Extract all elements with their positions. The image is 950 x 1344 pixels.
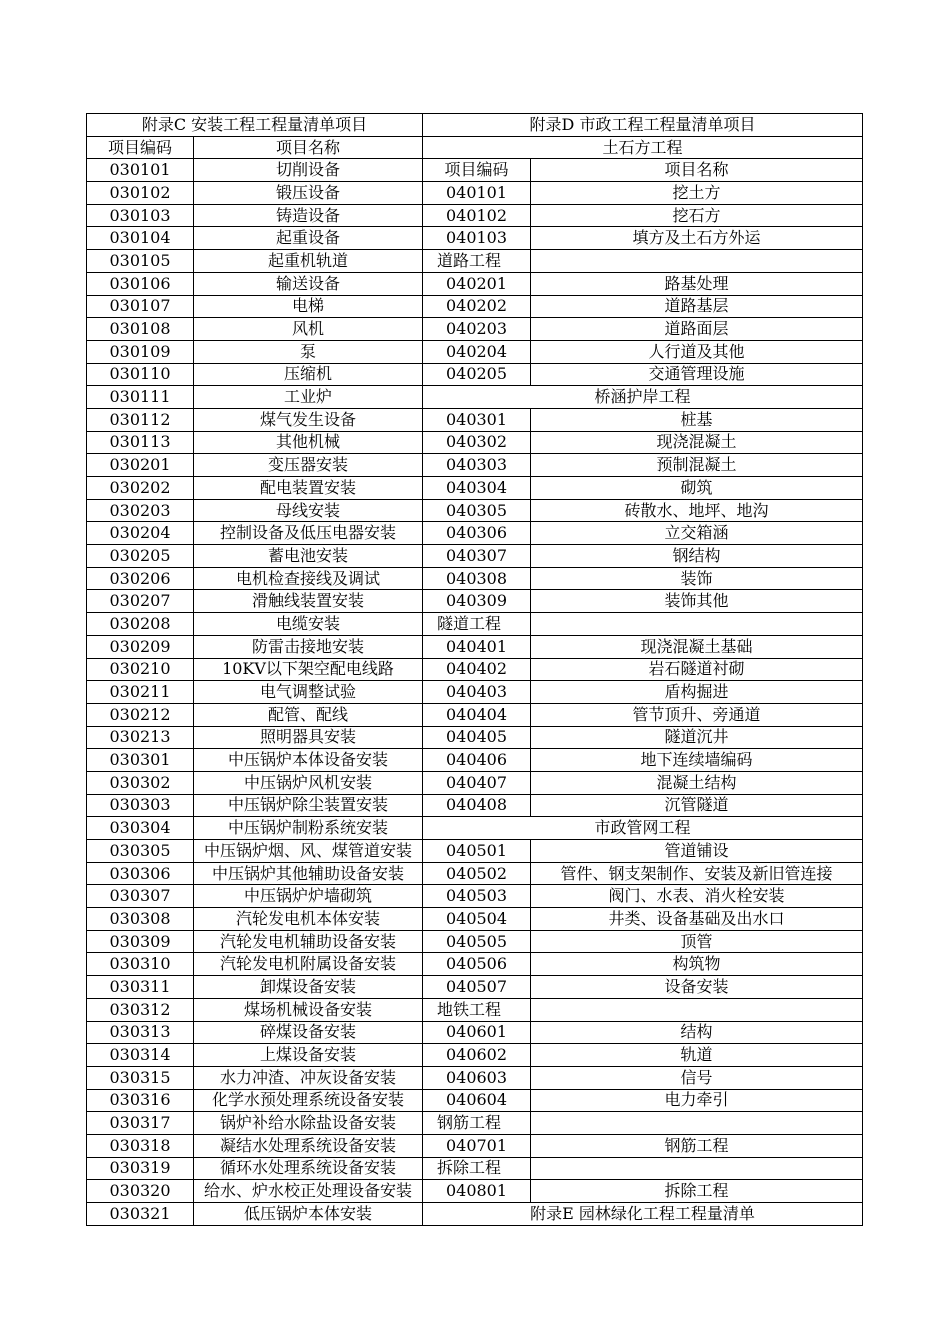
item-code-cell[interactable]: 030314 [87, 1044, 194, 1067]
item-code-cell[interactable]: 030208 [87, 613, 194, 636]
item-code-cell[interactable]: 030316 [87, 1089, 194, 1112]
municipal-name-cell[interactable]: 钢筋工程 [531, 1134, 863, 1157]
municipal-code-cell[interactable]: 040201 [423, 272, 531, 295]
table-row [87, 567, 863, 590]
table-row [87, 908, 863, 931]
municipal-name-cell[interactable]: 设备安装 [531, 976, 863, 999]
table-row [87, 1066, 863, 1089]
municipal-code-cell[interactable]: 040602 [423, 1044, 531, 1067]
item-name-cell[interactable]: 电气调整试验 [194, 681, 423, 704]
table-row [87, 635, 863, 658]
municipal-code-cell[interactable]: 040103 [423, 227, 531, 250]
municipal-name-cell[interactable]: 轨道 [531, 1044, 863, 1067]
municipal-code-cell[interactable]: 040801 [423, 1180, 531, 1203]
municipal-code-cell[interactable]: 040301 [423, 408, 531, 431]
municipal-name-cell[interactable]: 预制混凝土 [531, 454, 863, 477]
table-row [87, 1044, 863, 1067]
item-name-cell[interactable]: 锻压设备 [194, 182, 423, 205]
municipal-name-cell[interactable]: 隧道沉井 [531, 726, 863, 749]
table-row [87, 227, 863, 250]
municipal-code-cell[interactable]: 040306 [423, 522, 531, 545]
appendix-c-title[interactable]: 附录C 安装工程工程量清单项目 [87, 114, 423, 137]
municipal-code-cell[interactable]: 040309 [423, 590, 531, 613]
item-name-cell[interactable]: 切削设备 [194, 159, 423, 182]
municipal-name-cell[interactable]: 桩基 [531, 408, 863, 431]
table-row [87, 159, 863, 182]
item-name-cell[interactable]: 卸煤设备安装 [194, 976, 423, 999]
item-code-cell[interactable]: 030203 [87, 499, 194, 522]
item-code-cell[interactable]: 030307 [87, 885, 194, 908]
municipal-name-cell[interactable]: 信号 [531, 1066, 863, 1089]
table-row [87, 771, 863, 794]
table-row [87, 794, 863, 817]
item-code-cell[interactable]: 030207 [87, 590, 194, 613]
item-name-cell[interactable]: 工业炉 [194, 386, 423, 409]
municipal-code-cell[interactable]: 040401 [423, 635, 531, 658]
item-code-cell[interactable]: 030205 [87, 545, 194, 568]
table-row [87, 998, 863, 1021]
table-row [87, 681, 863, 704]
table-row [87, 590, 863, 613]
item-name-cell[interactable]: 蓄电池安装 [194, 545, 423, 568]
municipal-code-cell[interactable]: 040506 [423, 953, 531, 976]
table-row [87, 840, 863, 863]
item-code-cell[interactable]: 030103 [87, 204, 194, 227]
municipal-code-cell[interactable]: 项目编码 [423, 159, 531, 182]
municipal-name-cell[interactable]: 道路基层 [531, 295, 863, 318]
municipal-name-cell[interactable]: 现浇混凝土 [531, 431, 863, 454]
table-row [87, 545, 863, 568]
item-name-cell[interactable]: 中压锅炉烟、风、煤管道安装 [194, 840, 423, 863]
table-row [87, 613, 863, 636]
municipal-name-cell[interactable]: 管件、钢支架制作、安装及新旧管连接 [531, 862, 863, 885]
municipal-name-cell[interactable]: 地下连续墙编码 [531, 749, 863, 772]
item-name-cell[interactable]: 铸造设备 [194, 204, 423, 227]
item-name-cell[interactable]: 循环水处理系统设备安装 [194, 1157, 423, 1180]
table-row [87, 363, 863, 386]
item-name-cell[interactable]: 中压锅炉除尘装置安装 [194, 794, 423, 817]
municipal-name-cell[interactable]: 拆除工程 [531, 1180, 863, 1203]
item-code-cell[interactable]: 030305 [87, 840, 194, 863]
item-code-cell[interactable]: 030213 [87, 726, 194, 749]
item-name-cell[interactable]: 电梯 [194, 295, 423, 318]
item-code-cell[interactable]: 030101 [87, 159, 194, 182]
municipal-name-cell[interactable]: 结构 [531, 1021, 863, 1044]
section-label-cell[interactable]: 地铁工程 [423, 998, 531, 1021]
item-name-cell[interactable]: 变压器安装 [194, 454, 423, 477]
table-row [87, 1180, 863, 1203]
municipal-name-cell[interactable]: 道路面层 [531, 318, 863, 341]
item-name-cell[interactable]: 配电装置安装 [194, 477, 423, 500]
table-row [87, 182, 863, 205]
table-row [87, 976, 863, 999]
municipal-code-cell[interactable]: 040305 [423, 499, 531, 522]
municipal-name-cell[interactable]: 盾构掘进 [531, 681, 863, 704]
municipal-name-cell[interactable]: 砌筑 [531, 477, 863, 500]
municipal-name-cell[interactable]: 电力牵引 [531, 1089, 863, 1112]
municipal-code-cell[interactable]: 040303 [423, 454, 531, 477]
municipal-name-cell[interactable]: 砖散水、地坪、地沟 [531, 499, 863, 522]
table-row [87, 862, 863, 885]
item-code-cell[interactable]: 030109 [87, 340, 194, 363]
municipal-code-cell[interactable]: 040307 [423, 545, 531, 568]
table-row [87, 318, 863, 341]
table-row [87, 499, 863, 522]
municipal-code-cell[interactable]: 040501 [423, 840, 531, 863]
table-row [87, 250, 863, 273]
table-row [87, 408, 863, 431]
item-name-cell[interactable]: 上煤设备安装 [194, 1044, 423, 1067]
municipal-code-cell[interactable]: 040304 [423, 477, 531, 500]
municipal-name-cell[interactable]: 挖土方 [531, 182, 863, 205]
municipal-code-cell[interactable]: 040205 [423, 363, 531, 386]
item-code-cell[interactable]: 030106 [87, 272, 194, 295]
table-body [87, 114, 863, 1226]
item-name-cell[interactable]: 压缩机 [194, 363, 423, 386]
quantity-list-table [86, 113, 863, 1226]
section-label-cell[interactable]: 拆除工程 [423, 1157, 531, 1180]
municipal-name-cell[interactable]: 管道铺设 [531, 840, 863, 863]
item-name-cell[interactable]: 煤气发生设备 [194, 408, 423, 431]
item-code-cell[interactable]: 030105 [87, 250, 194, 273]
municipal-code-cell[interactable]: 040202 [423, 295, 531, 318]
item-name-cell[interactable]: 汽轮发电机附属设备安装 [194, 953, 423, 976]
table-row [87, 885, 863, 908]
municipal-name-cell[interactable]: 混凝土结构 [531, 771, 863, 794]
municipal-code-cell[interactable]: 040601 [423, 1021, 531, 1044]
municipal-code-cell[interactable]: 040102 [423, 204, 531, 227]
item-code-cell[interactable]: 030110 [87, 363, 194, 386]
table-row [87, 703, 863, 726]
municipal-name-cell[interactable]: 人行道及其他 [531, 340, 863, 363]
item-name-cell[interactable]: 照明器具安装 [194, 726, 423, 749]
municipal-code-cell[interactable]: 040504 [423, 908, 531, 931]
municipal-name-cell[interactable] [531, 613, 863, 636]
municipal-code-cell[interactable]: 040203 [423, 318, 531, 341]
table-row [87, 431, 863, 454]
title-row [87, 114, 863, 137]
table-row [87, 477, 863, 500]
item-name-cell[interactable]: 输送设备 [194, 272, 423, 295]
municipal-name-cell[interactable]: 岩石隧道衬砌 [531, 658, 863, 681]
municipal-code-cell[interactable]: 040408 [423, 794, 531, 817]
item-code-cell[interactable]: 030308 [87, 908, 194, 931]
table-row [87, 340, 863, 363]
municipal-name-cell[interactable]: 路基处理 [531, 272, 863, 295]
section-heading-cell[interactable]: 附录E 园林绿化工程工程量清单 [423, 1203, 863, 1226]
item-code-cell[interactable]: 030310 [87, 953, 194, 976]
item-code-cell[interactable]: 030107 [87, 295, 194, 318]
item-code-cell[interactable]: 030321 [87, 1203, 194, 1226]
municipal-name-cell[interactable]: 交通管理设施 [531, 363, 863, 386]
item-name-cell[interactable]: 煤场机械设备安装 [194, 998, 423, 1021]
col-header-code[interactable]: 项目编码 [87, 136, 194, 159]
item-name-cell[interactable]: 电机检查接线及调试 [194, 567, 423, 590]
municipal-name-cell[interactable] [531, 998, 863, 1021]
section-earthwork[interactable]: 土石方工程 [423, 136, 863, 159]
table-row [87, 1021, 863, 1044]
section-label-cell[interactable]: 隧道工程 [423, 613, 531, 636]
item-code-cell[interactable]: 030210 [87, 658, 194, 681]
municipal-name-cell[interactable]: 顶管 [531, 930, 863, 953]
municipal-code-cell[interactable]: 040404 [423, 703, 531, 726]
item-code-cell[interactable]: 030312 [87, 998, 194, 1021]
table-row [87, 1112, 863, 1135]
item-name-cell[interactable]: 化学水预处理系统设备安装 [194, 1089, 423, 1112]
item-name-cell[interactable]: 防雷击接地安装 [194, 635, 423, 658]
municipal-code-cell[interactable]: 040603 [423, 1066, 531, 1089]
item-name-cell[interactable]: 起重机轨道 [194, 250, 423, 273]
table-row [87, 726, 863, 749]
item-code-cell[interactable]: 030204 [87, 522, 194, 545]
item-code-cell[interactable]: 030102 [87, 182, 194, 205]
item-name-cell[interactable]: 给水、炉水校正处理设备安装 [194, 1180, 423, 1203]
item-name-cell[interactable]: 中压锅炉制粉系统安装 [194, 817, 423, 840]
municipal-code-cell[interactable]: 040407 [423, 771, 531, 794]
municipal-name-cell[interactable]: 项目名称 [531, 159, 863, 182]
table-row [87, 817, 863, 840]
item-code-cell[interactable]: 030318 [87, 1134, 194, 1157]
item-name-cell[interactable]: 配管、配线 [194, 703, 423, 726]
item-name-cell[interactable]: 汽轮发电机辅助设备安装 [194, 930, 423, 953]
item-code-cell[interactable]: 030311 [87, 976, 194, 999]
item-code-cell[interactable]: 030202 [87, 477, 194, 500]
item-name-cell[interactable]: 电缆安装 [194, 613, 423, 636]
table-row [87, 204, 863, 227]
municipal-code-cell[interactable]: 040403 [423, 681, 531, 704]
municipal-name-cell[interactable]: 装饰 [531, 567, 863, 590]
municipal-code-cell[interactable]: 040604 [423, 1089, 531, 1112]
municipal-code-cell[interactable]: 040502 [423, 862, 531, 885]
item-code-cell[interactable]: 030212 [87, 703, 194, 726]
table-row [87, 953, 863, 976]
municipal-name-cell[interactable]: 管节顶升、旁通道 [531, 703, 863, 726]
item-code-cell[interactable]: 030309 [87, 930, 194, 953]
municipal-code-cell[interactable]: 040302 [423, 431, 531, 454]
item-code-cell[interactable]: 030303 [87, 794, 194, 817]
item-name-cell[interactable]: 滑触线装置安装 [194, 590, 423, 613]
item-name-cell[interactable]: 母线安装 [194, 499, 423, 522]
appendix-d-title[interactable]: 附录D 市政工程工程量清单项目 [423, 114, 863, 137]
table-row [87, 454, 863, 477]
section-heading-cell[interactable]: 桥涵护岸工程 [423, 386, 863, 409]
municipal-name-cell[interactable] [531, 250, 863, 273]
table-row [87, 1203, 863, 1226]
item-code-cell[interactable]: 030112 [87, 408, 194, 431]
item-name-cell[interactable]: 中压锅炉其他辅助设备安装 [194, 862, 423, 885]
item-name-cell[interactable]: 中压锅炉本体设备安装 [194, 749, 423, 772]
item-code-cell[interactable]: 030113 [87, 431, 194, 454]
section-label-cell[interactable]: 道路工程 [423, 250, 531, 273]
item-code-cell[interactable]: 030211 [87, 681, 194, 704]
municipal-name-cell[interactable]: 挖石方 [531, 204, 863, 227]
table-row [87, 1157, 863, 1180]
municipal-name-cell[interactable]: 立交箱涵 [531, 522, 863, 545]
municipal-name-cell[interactable]: 钢结构 [531, 545, 863, 568]
table-row [87, 930, 863, 953]
item-code-cell[interactable]: 030301 [87, 749, 194, 772]
table-row [87, 749, 863, 772]
item-code-cell[interactable]: 030104 [87, 227, 194, 250]
municipal-code-cell[interactable]: 040101 [423, 182, 531, 205]
column-header-row [87, 136, 863, 159]
municipal-code-cell[interactable]: 040402 [423, 658, 531, 681]
table-row [87, 295, 863, 318]
item-name-cell[interactable]: 泵 [194, 340, 423, 363]
municipal-code-cell[interactable]: 040507 [423, 976, 531, 999]
col-header-name[interactable]: 项目名称 [194, 136, 423, 159]
item-code-cell[interactable]: 030209 [87, 635, 194, 658]
municipal-name-cell[interactable]: 井类、设备基础及出水口 [531, 908, 863, 931]
section-label-cell[interactable]: 钢筋工程 [423, 1112, 531, 1135]
item-code-cell[interactable]: 030206 [87, 567, 194, 590]
municipal-name-cell[interactable]: 装饰其他 [531, 590, 863, 613]
municipal-code-cell[interactable]: 040204 [423, 340, 531, 363]
item-name-cell[interactable]: 10KV以下架空配电线路 [194, 658, 423, 681]
table-row [87, 658, 863, 681]
item-code-cell[interactable]: 030108 [87, 318, 194, 341]
item-name-cell[interactable]: 凝结水处理系统设备安装 [194, 1134, 423, 1157]
item-name-cell[interactable]: 水力冲渣、冲灰设备安装 [194, 1066, 423, 1089]
table-row [87, 522, 863, 545]
municipal-code-cell[interactable]: 040701 [423, 1134, 531, 1157]
item-code-cell[interactable]: 030302 [87, 771, 194, 794]
municipal-code-cell[interactable]: 040308 [423, 567, 531, 590]
municipal-code-cell[interactable]: 040405 [423, 726, 531, 749]
municipal-code-cell[interactable]: 040406 [423, 749, 531, 772]
municipal-name-cell[interactable]: 构筑物 [531, 953, 863, 976]
item-code-cell[interactable]: 030201 [87, 454, 194, 477]
item-name-cell[interactable]: 中压锅炉风机安装 [194, 771, 423, 794]
item-code-cell[interactable]: 030315 [87, 1066, 194, 1089]
item-code-cell[interactable]: 030306 [87, 862, 194, 885]
item-name-cell[interactable]: 碎煤设备安装 [194, 1021, 423, 1044]
item-code-cell[interactable]: 030111 [87, 386, 194, 409]
table-row [87, 1089, 863, 1112]
municipal-name-cell[interactable]: 阀门、水表、消火栓安装 [531, 885, 863, 908]
municipal-name-cell[interactable] [531, 1112, 863, 1135]
table-row [87, 272, 863, 295]
item-name-cell[interactable]: 汽轮发电机本体安装 [194, 908, 423, 931]
item-name-cell[interactable]: 其他机械 [194, 431, 423, 454]
table-row [87, 1134, 863, 1157]
item-code-cell[interactable]: 030317 [87, 1112, 194, 1135]
section-heading-cell[interactable]: 市政管网工程 [423, 817, 863, 840]
item-code-cell[interactable]: 030304 [87, 817, 194, 840]
item-name-cell[interactable]: 风机 [194, 318, 423, 341]
item-code-cell[interactable]: 030320 [87, 1180, 194, 1203]
municipal-name-cell[interactable]: 填方及土石方外运 [531, 227, 863, 250]
item-name-cell[interactable]: 控制设备及低压电器安装 [194, 522, 423, 545]
table-row [87, 386, 863, 409]
municipal-name-cell[interactable]: 现浇混凝土基础 [531, 635, 863, 658]
item-code-cell[interactable]: 030319 [87, 1157, 194, 1180]
municipal-code-cell[interactable]: 040503 [423, 885, 531, 908]
item-name-cell[interactable]: 低压锅炉本体安装 [194, 1203, 423, 1226]
item-name-cell[interactable]: 锅炉补给水除盐设备安装 [194, 1112, 423, 1135]
municipal-code-cell[interactable]: 040505 [423, 930, 531, 953]
municipal-name-cell[interactable]: 沉管隧道 [531, 794, 863, 817]
municipal-name-cell[interactable] [531, 1157, 863, 1180]
item-name-cell[interactable]: 起重设备 [194, 227, 423, 250]
item-code-cell[interactable]: 030313 [87, 1021, 194, 1044]
item-name-cell[interactable]: 中压锅炉炉墙砌筑 [194, 885, 423, 908]
